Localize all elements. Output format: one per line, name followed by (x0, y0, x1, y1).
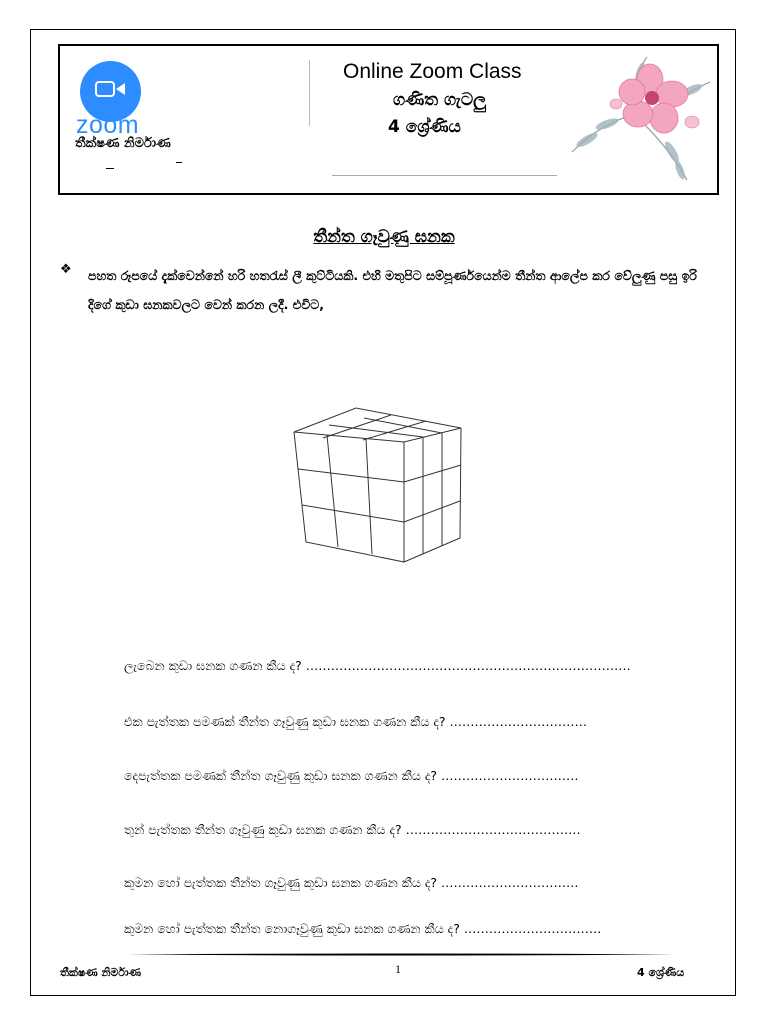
creator-name: තීක්ෂණ නිර්මාණ (75, 136, 171, 151)
question-6: කුමන හෝ පැත්තක තීන්ත නොගෑවුණු කුඩා ඝනක ගණන කීය ද? …………………………… (124, 921, 602, 936)
question-5: කුමන හෝ පැත්තක තීන්ත ගෑවුණු කුඩා ඝනක ගණන කීය ද? …………………………… (124, 875, 579, 890)
question-2: එක පැත්තක පමණක් තීන්ත ගෑවුණු කුඩා ඝනක ගණන කීය ද? …………………………… (124, 714, 588, 729)
page-number: 1 (395, 962, 401, 976)
instruction-text: පහත රූපයේ දැක්වෙන්නේ හරි හතරැස් ලී කුට්ටියකි. එහි මතුපිට සම්පූර්ණයෙන්ම තීන්ත ආලේප කර වේලුණු පසු ඉරි දිගේ කුඩා ඝනකවලට වෙන් කරන ලදී. එවිට, (88, 268, 697, 312)
subject-title: ගණිත ගැටලු (393, 90, 487, 110)
cube-3x3x3-illustration (286, 404, 466, 566)
grade-label: 4 ශ්‍රේණිය (388, 117, 461, 137)
zoom-logo-text: zoom (76, 111, 140, 139)
blank-dash (106, 168, 114, 169)
bullet-icon: ❖ (60, 262, 72, 277)
header-rule (332, 175, 557, 176)
question-3: දෙපැත්තක පමණක් තීන්ත ගෑවුණු කුඩා ඝනක ගණන කීය ද? …………………………… (124, 768, 579, 783)
footer-divider (124, 953, 676, 956)
class-title: Online Zoom Class (343, 60, 522, 83)
flower-illustration (562, 52, 712, 184)
header-divider (309, 60, 310, 126)
worksheet-heading: තීන්ත ගෑවුණු ඝනක (313, 227, 455, 247)
question-4: තුන් පැත්තක තීන්ත ගෑවුණු කුඩා ඝනක ගණන කීය ද? …………………………………… (124, 822, 581, 837)
footer-creator: තීක්ෂණ නිර්මාණ (60, 966, 141, 979)
question-1: ලැබෙන කුඩා ඝනක ගණන කීය ද? …………………………………………………………………… (124, 658, 631, 673)
blank-dash (176, 162, 182, 163)
footer-grade: 4 ශ්‍රේණිය (637, 966, 685, 979)
